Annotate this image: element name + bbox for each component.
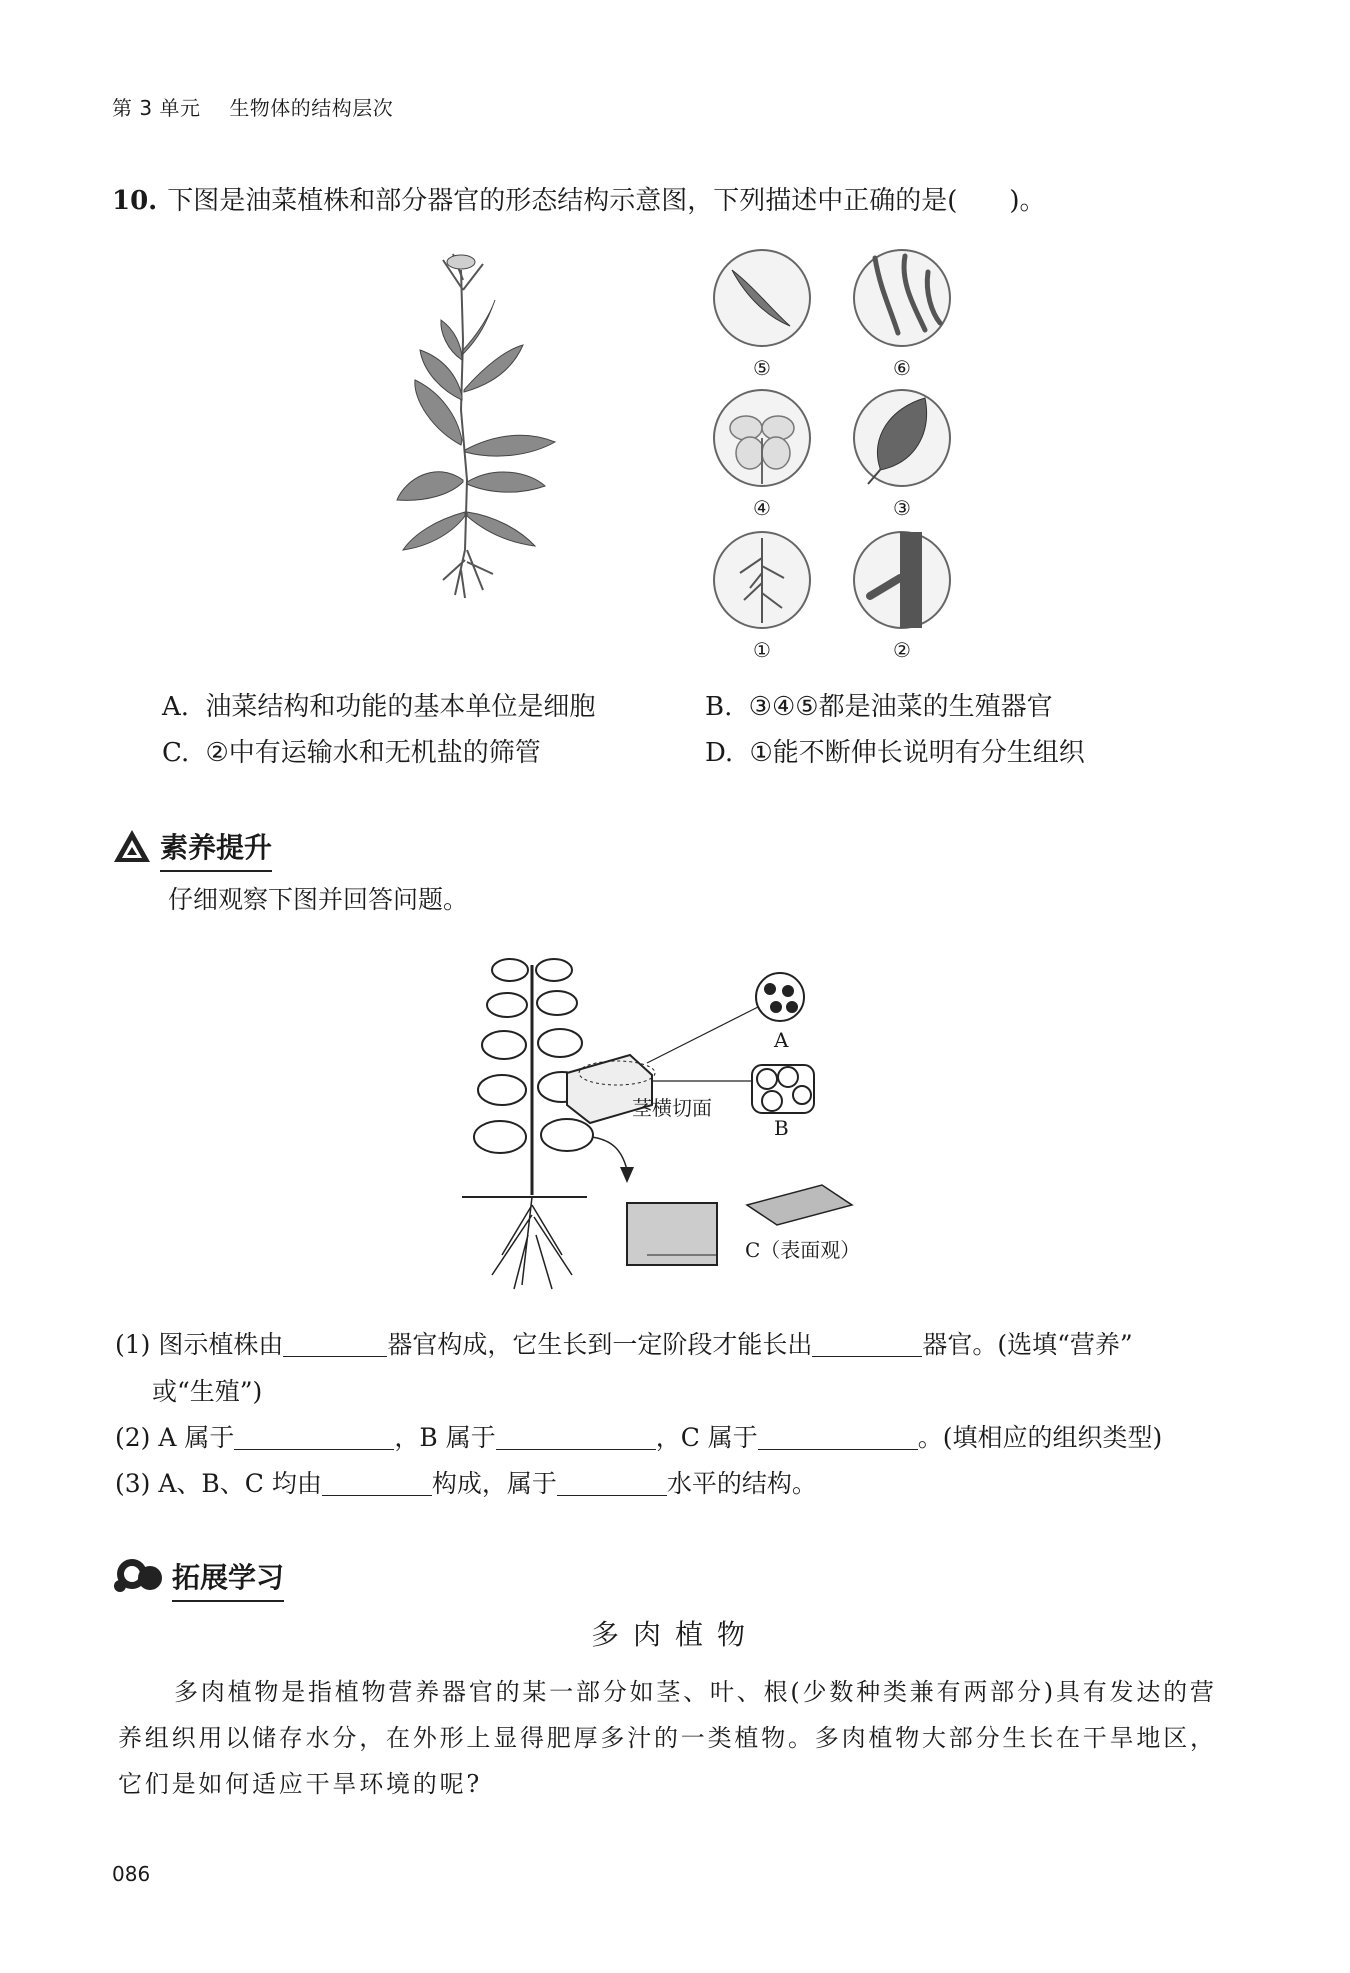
option-c-text: ②中有运输水和无机盐的筛管 (205, 738, 541, 768)
organ-label-3: ③ (893, 496, 911, 520)
q3-blank-1[interactable] (322, 1469, 432, 1496)
organ-circles-illustration (700, 248, 970, 668)
section-literacy-label: 素养提升 (160, 831, 273, 864)
q3-mid: 构成，属于 (431, 1469, 557, 1498)
organ-label-5: ⑤ (753, 356, 771, 380)
q2-blank-a[interactable] (234, 1423, 394, 1450)
question-1-cont: 或“生殖”) (152, 1377, 263, 1406)
section-literacy-title (160, 826, 272, 866)
question-1 (115, 1325, 1133, 1361)
q1-blank-2[interactable] (812, 1330, 922, 1357)
q3-prefix: (3) A、B、C 均由 (115, 1469, 322, 1498)
q1-mid: 器官构成，它生长到一定阶段才能长出 (387, 1330, 813, 1359)
option-d[interactable] (705, 732, 1085, 769)
q1-suffix: 器官。(选填“营养” (922, 1330, 1133, 1359)
unit-title: 生物体的结构层次 (229, 96, 394, 120)
q2-blank-c[interactable] (758, 1423, 918, 1450)
organ-label-2: ② (893, 638, 911, 662)
organ-label-4: ④ (753, 496, 771, 520)
option-b-key: B. (705, 692, 733, 722)
unit-label: 第 3 单元 (112, 96, 201, 120)
figure-label-b: B (774, 1116, 789, 1140)
q2-prefix: (2) A 属于 (115, 1423, 235, 1452)
option-c[interactable] (162, 732, 541, 769)
question-2 (115, 1418, 1162, 1454)
section-extension-label: 拓展学习 (172, 1561, 285, 1594)
question-text: 下图是油菜植株和部分器官的形态结构示意图，下列描述中正确的是( )。 (167, 186, 1046, 216)
organ-label-1: ① (753, 638, 771, 662)
q3-blank-2[interactable] (557, 1469, 667, 1496)
option-c-key: C. (162, 738, 190, 768)
section-extension-title (172, 1556, 284, 1596)
q2-suffix: 。(填相应的组织类型) (917, 1423, 1163, 1452)
figure-label-stem: 茎横切面 (632, 1096, 712, 1120)
organ-label-6: ⑥ (893, 356, 911, 380)
page-number: 086 (112, 1862, 151, 1886)
page-header (112, 92, 393, 121)
option-a-key: A. (162, 692, 190, 722)
q2-b-label: ，B 属于 (394, 1423, 496, 1452)
q2-blank-b[interactable] (496, 1423, 656, 1450)
essay-line-3: 它们是如何适应干旱环境的呢? (118, 1770, 483, 1798)
q2-c-label: ，C 属于 (655, 1423, 758, 1452)
option-d-key: D. (705, 738, 734, 768)
option-a[interactable] (162, 686, 595, 723)
q1-blank-1[interactable] (283, 1330, 387, 1357)
instruction-text: 仔细观察下图并回答问题。 (168, 885, 469, 914)
speech-bubble-icon (112, 1556, 164, 1594)
essay-title: 多肉植物 (590, 1618, 759, 1651)
option-d-text: ①能不断伸长说明有分生组织 (749, 738, 1085, 768)
question-10-stem (112, 180, 1046, 217)
question-3 (115, 1464, 817, 1500)
triangle-icon (112, 828, 152, 864)
rapeseed-plant-illustration (395, 250, 580, 600)
question-number: 10. (112, 186, 158, 216)
essay-line-2: 养组织用以储存水分，在外形上显得肥厚多汁的一类植物。多肉植物大部分生长在干旱地区， (118, 1724, 1217, 1752)
q3-suffix: 水平的结构。 (666, 1469, 817, 1498)
figure-label-c: C（表面观） (745, 1238, 861, 1262)
figure-label-a: A (774, 1028, 789, 1052)
option-a-text: 油菜结构和功能的基本单位是细胞 (205, 692, 596, 722)
essay-line-1: 多肉植物是指植物营养器官的某一部分如茎、叶、根(少数种类兼有两部分)具有发达的营 (174, 1678, 1217, 1706)
option-b-text: ③④⑤都是油菜的生殖器官 (748, 692, 1053, 722)
q1-prefix: (1) 图示植株由 (115, 1330, 284, 1359)
option-b[interactable] (705, 686, 1053, 723)
